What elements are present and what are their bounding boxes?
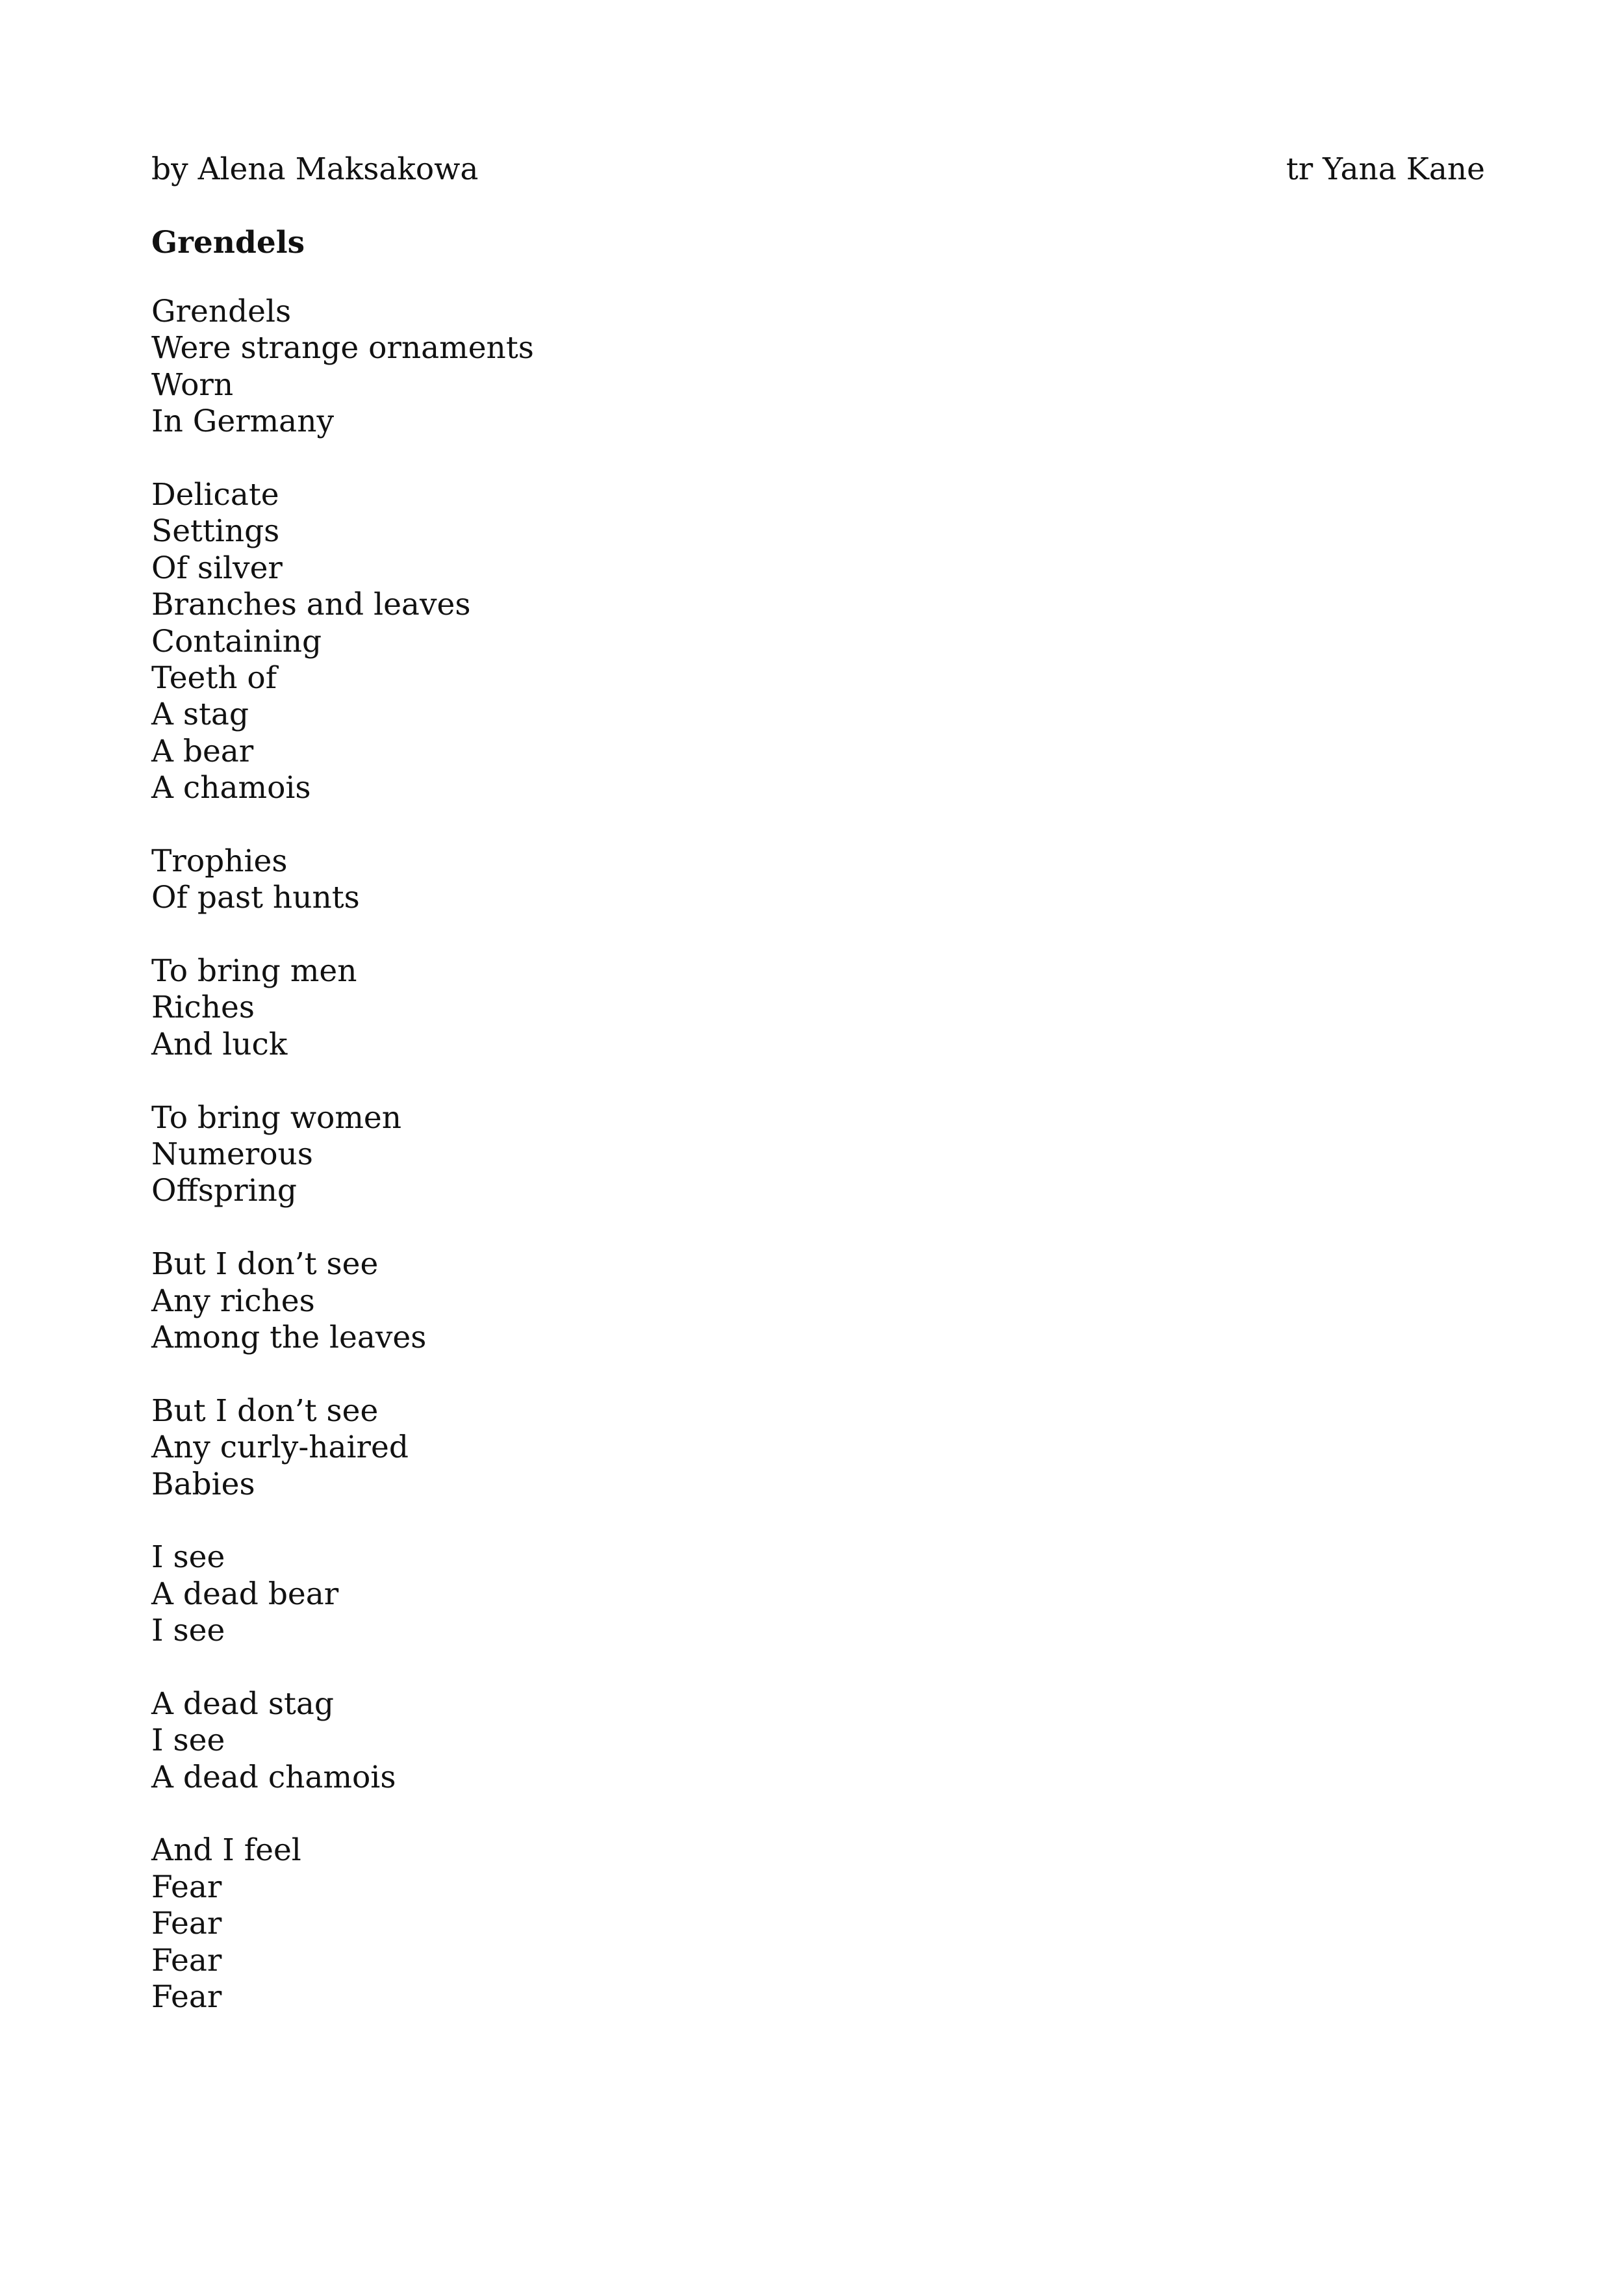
poem-line: But I don’t see bbox=[151, 1392, 379, 1429]
poem-line: Branches and leaves bbox=[151, 587, 471, 623]
poem-stanza bbox=[151, 1686, 534, 1796]
translator-credit: tr Yana Kane bbox=[1286, 151, 1485, 187]
poem-line: Grendels bbox=[151, 294, 292, 329]
poem-line: Among the leaves bbox=[151, 1319, 427, 1355]
poem-line: I see bbox=[151, 1723, 225, 1759]
poem-line: A stag bbox=[151, 697, 249, 733]
poem-body bbox=[151, 294, 534, 2053]
poem-stanza bbox=[151, 1832, 534, 2016]
poem-line: I see bbox=[151, 1613, 225, 1649]
poem-line: Numerous bbox=[151, 1136, 313, 1172]
poem-stanza bbox=[151, 294, 534, 441]
poem-stanza bbox=[151, 843, 534, 917]
poem-line: In Germany bbox=[151, 404, 335, 440]
poem-line: Riches bbox=[151, 990, 255, 1026]
poem-line: I see bbox=[151, 1539, 225, 1576]
poem-stanza bbox=[151, 1100, 534, 1210]
poem-line: Teeth of bbox=[151, 660, 277, 696]
poem-line: To bring men bbox=[151, 953, 357, 990]
page-header bbox=[151, 147, 1485, 192]
poem-line: Delicate bbox=[151, 476, 279, 513]
poem-line: A bear bbox=[151, 733, 254, 769]
poem-line: Fear bbox=[151, 1869, 222, 1905]
poem-line: A chamois bbox=[151, 770, 311, 806]
poem-line: Fear bbox=[151, 1942, 222, 1979]
poem-line: Of silver bbox=[151, 550, 283, 586]
poem-line: Trophies bbox=[151, 843, 288, 879]
poem-line: Containing bbox=[151, 623, 322, 660]
poem-line: But I don’t see bbox=[151, 1246, 379, 1283]
poem-line: A dead chamois bbox=[151, 1759, 396, 1795]
poem-line: Settings bbox=[151, 513, 280, 550]
poem-line: A dead stag bbox=[151, 1685, 334, 1722]
poem-stanza bbox=[151, 1539, 534, 1649]
poem-line: Worn bbox=[151, 366, 234, 403]
poem-line: Offspring bbox=[151, 1173, 297, 1209]
poem-title: Grendels bbox=[151, 225, 305, 261]
poem-line: Any curly-haired bbox=[151, 1429, 409, 1466]
poem-line: And luck bbox=[151, 1026, 288, 1062]
poem-line: Fear bbox=[151, 1906, 222, 1942]
poem-line: Any riches bbox=[151, 1283, 315, 1319]
poem-line: Babies bbox=[151, 1466, 255, 1502]
poem-line: And I feel bbox=[151, 1832, 301, 1869]
poem-stanza bbox=[151, 1246, 534, 1356]
poem-stanza bbox=[151, 1393, 534, 1503]
poem-line: Were strange ornaments bbox=[151, 330, 534, 366]
poem-line: To bring women bbox=[151, 1099, 401, 1136]
poem-line: Fear bbox=[151, 1979, 222, 2015]
poem-line: A dead bear bbox=[151, 1576, 339, 1612]
author-credit: by Alena Maksakowa bbox=[151, 151, 479, 187]
poem-stanza bbox=[151, 477, 534, 807]
poem-line: Of past hunts bbox=[151, 880, 360, 916]
poem-stanza bbox=[151, 953, 534, 1063]
